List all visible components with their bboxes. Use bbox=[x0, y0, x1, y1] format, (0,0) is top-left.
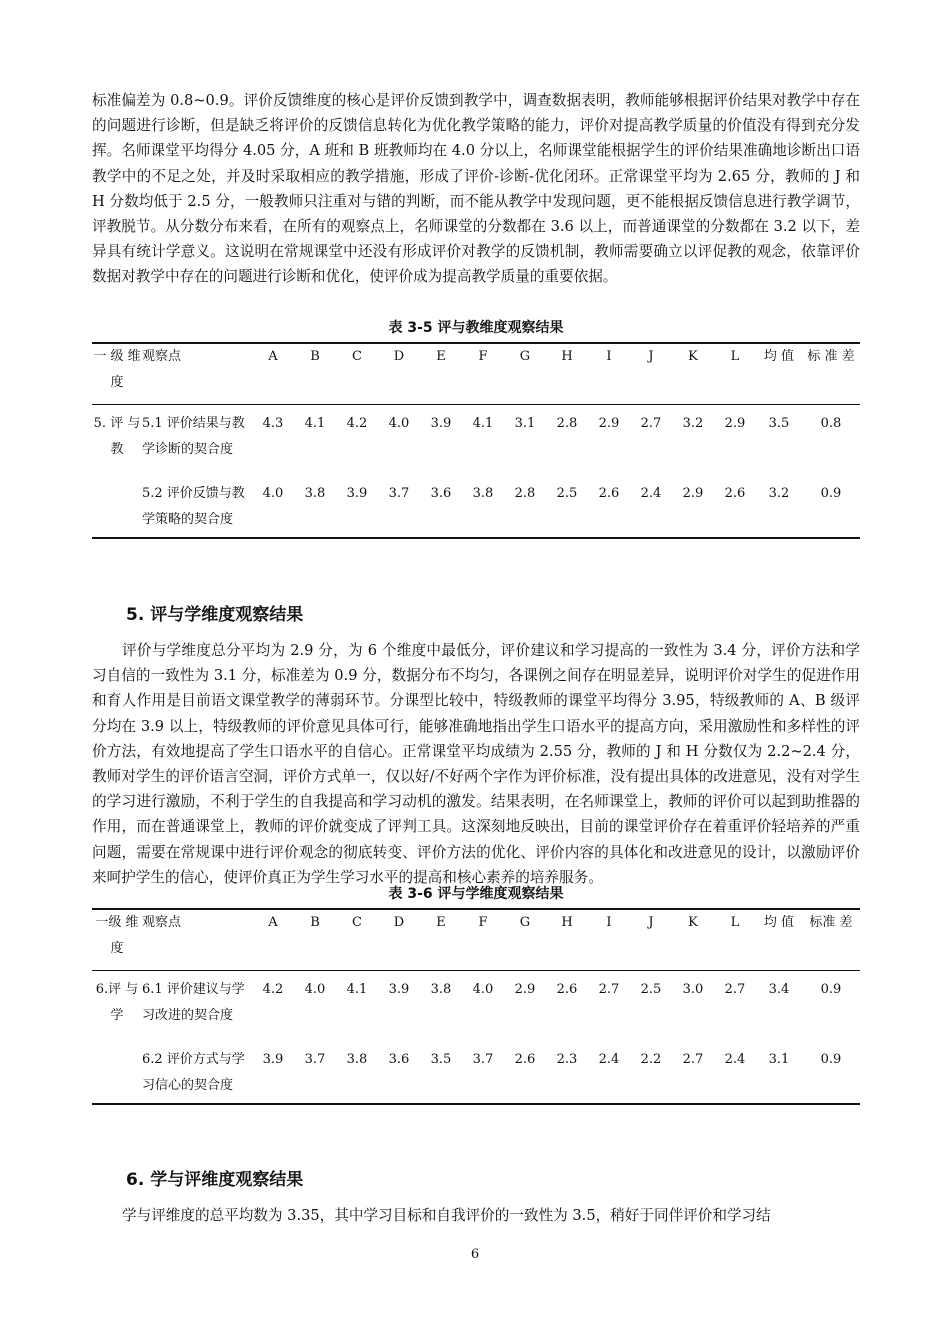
score-cell: 4.1 bbox=[472, 416, 494, 431]
score-cell: 2.6 bbox=[714, 463, 756, 538]
score-cell: 4.0 bbox=[388, 416, 410, 431]
score-cell: 2.2 bbox=[630, 1029, 672, 1104]
column-header: K bbox=[672, 909, 714, 971]
score-cell: 2.5 bbox=[640, 982, 662, 997]
column-header: G bbox=[504, 909, 546, 971]
score-cell: 4.3 bbox=[262, 416, 284, 431]
score-cell: 3.7 bbox=[378, 463, 420, 538]
column-header: J bbox=[630, 343, 672, 405]
score-cell: 2.6 bbox=[588, 463, 630, 538]
column-header: I bbox=[588, 909, 630, 971]
score-cell: 2.7 bbox=[724, 982, 746, 997]
column-header: F bbox=[462, 909, 504, 971]
score-cell: 3.9 bbox=[336, 463, 378, 538]
score-cell: 3.7 bbox=[462, 1029, 504, 1104]
body-paragraph-1: 标准偏差为 0.8~0.9。评价反馈维度的核心是评价反馈到教学中，调查数据表明，教师能够根据评价结果对教学中存在的问题进行诊断，但是缺乏将评价的反馈信息转化为优化教学策略的能力，评价对提高教学质量的价值没有得到充分发挥。名师课堂平均得分 4.05 分，A 班和 B 班教师均在 4.0 分以上，名师课堂能根据学生的评价结果准确地诊断出口语教学中的不足之处，并及时采取相应的教学措施，形成了评价-诊断-优化闭环。正常课堂平均为 2.65 分，教师的 J 和 H 分数均低于 2.5 分，一般教师只注重对与错的判断，而不能从教学中发现问题，更不能根据反馈信息进行教学调节，评教脱节。从分数分布来看，在所有的观察点上，名师课堂的分数都在 3.6 以上，而普通课堂的分数都在 3.2 以下，差异具有统计学意义。这说明在常规课堂中还没有形成评价对教学的反馈机制，教师需要确立以评促教的观念，依靠评价数据对教学中存在的问题进行诊断和优化，使评价成为提高教学质量的重要依据。 bbox=[92, 92, 860, 286]
column-header: 观察点 bbox=[142, 343, 252, 405]
table-row bbox=[92, 463, 860, 538]
column-header: 标 准 差 bbox=[802, 343, 860, 405]
score-cell: 3.6 bbox=[420, 463, 462, 538]
score-cell: 3.8 bbox=[294, 463, 336, 538]
score-cell: 3.9 bbox=[430, 416, 452, 431]
score-cell: 2.7 bbox=[598, 982, 620, 997]
column-header: 均 值 bbox=[756, 909, 802, 971]
column-header: D bbox=[378, 909, 420, 971]
score-cell: 2.4 bbox=[588, 1029, 630, 1104]
score-cell: 3.2 bbox=[756, 463, 802, 538]
dimension-cell bbox=[92, 1029, 142, 1104]
column-header: 观察点 bbox=[142, 909, 252, 971]
column-header: G bbox=[504, 343, 546, 405]
column-header: A bbox=[252, 343, 294, 405]
column-header: B bbox=[294, 343, 336, 405]
column-header: 一级 维度 bbox=[92, 909, 142, 971]
score-cell: 3.2 bbox=[682, 416, 704, 431]
observation-table-3-5 bbox=[92, 342, 860, 539]
dimension-cell bbox=[92, 463, 142, 538]
score-cell: 3.9 bbox=[252, 1029, 294, 1104]
score-cell: 2.7 bbox=[640, 416, 662, 431]
column-header: J bbox=[630, 909, 672, 971]
score-cell: 2.3 bbox=[546, 1029, 588, 1104]
column-header: 标准 差 bbox=[802, 909, 860, 971]
table-caption-3-5: 表 3-5 评与教维度观察结果 bbox=[388, 320, 564, 336]
column-header: L bbox=[714, 343, 756, 405]
column-header: H bbox=[546, 909, 588, 971]
score-cell: 3.4 bbox=[768, 982, 790, 997]
column-header: L bbox=[714, 909, 756, 971]
column-header: C bbox=[336, 343, 378, 405]
score-cell: 3.7 bbox=[294, 1029, 336, 1104]
column-header: 一 级 维度 bbox=[92, 343, 142, 405]
column-header: A bbox=[252, 909, 294, 971]
score-cell: 2.5 bbox=[546, 463, 588, 538]
score-cell: 2.4 bbox=[714, 1029, 756, 1104]
score-cell: 2.4 bbox=[630, 463, 672, 538]
score-cell: 0.9 bbox=[802, 463, 860, 538]
dimension-cell: 6.评 与学 bbox=[95, 982, 139, 1023]
column-header: I bbox=[588, 343, 630, 405]
body-paragraph-2: 评价与学维度总分平均为 2.9 分，为 6 个维度中最低分，评价建议和学习提高的一致性为 3.4 分，评价方法和学习自信的一致性为 3.1 分，标准差为 0.9 分，数据分布不均匀，各课例之间存在明显差异，说明评价对学生的促进作用和育人作用是目前语文课堂教学的薄弱环节。分课型比较中，特级教师的课堂平均得分 3.95，特级教师的 A、B 级评分均在 3.9 以上，特级教师的评价意见具体可行，能够准确地指出学生口语水平的提高方向，采用激励性和多样性的评价方法，有效地提高了学生口语水平的自信心。正常课堂平均成绩为 2.55 分，教师的 J 和 H 分数仅为 2.2~2.4 分，教师对学生的评价语言空洞，评价方式单一，仅以好/不好两个字作为评价标准，没有提出具体的改进意见，没有对学生的学习进行激励，不利于学生的自我提高和学习动机的激发。结果表明，在名师课堂上，教师的评价可以起到助推器的作用，而在普通课堂上，教师的评价就变成了评判工具。这深刻地反映出，目前的课堂评价存在着重评价轻培养的严重问题，需要在常规课中进行评价观念的彻底转变、评价方法的优化、评价内容的具体化和改进意见的设计，以激励评价来呵护学生的信心，使评价真正为学生学习水平的提高和核心素养的培养服务。 bbox=[92, 642, 860, 886]
score-cell: 2.8 bbox=[556, 416, 578, 431]
score-cell: 2.9 bbox=[598, 416, 620, 431]
table-row bbox=[92, 971, 860, 1030]
body-paragraph-3: 学与评维度的总平均数为 3.35，其中学习目标和自我评价的一致性为 3.5，稍好于同伴评价和学习结 bbox=[122, 1207, 771, 1224]
score-cell: 2.6 bbox=[556, 982, 578, 997]
observation-point-cell: 6.2 评价方式与学习信心的契合度 bbox=[142, 1029, 252, 1104]
score-cell: 4.1 bbox=[304, 416, 326, 431]
score-cell: 2.6 bbox=[504, 1029, 546, 1104]
observation-point-cell: 6.1 评价建议与学习改进的契合度 bbox=[142, 982, 245, 1023]
section-heading-5: 5. 评与学维度观察结果 bbox=[126, 605, 304, 625]
column-header: K bbox=[672, 343, 714, 405]
score-cell: 3.9 bbox=[388, 982, 410, 997]
score-cell: 3.6 bbox=[378, 1029, 420, 1104]
page-number: 6 bbox=[470, 1247, 480, 1262]
score-cell: 4.0 bbox=[472, 982, 494, 997]
score-cell: 3.1 bbox=[756, 1029, 802, 1104]
observation-point-cell: 5.1 评价结果与教学诊断的契合度 bbox=[142, 416, 245, 457]
table-header-row bbox=[92, 909, 860, 971]
score-cell: 0.9 bbox=[820, 982, 842, 997]
column-header: E bbox=[420, 343, 462, 405]
column-header: E bbox=[420, 909, 462, 971]
column-header: F bbox=[462, 343, 504, 405]
score-cell: 2.7 bbox=[672, 1029, 714, 1104]
score-cell: 4.1 bbox=[346, 982, 368, 997]
column-header: D bbox=[378, 343, 420, 405]
score-cell: 3.0 bbox=[682, 982, 704, 997]
table-header-row bbox=[92, 343, 860, 405]
table-caption-3-6: 表 3-6 评与学维度观察结果 bbox=[388, 886, 564, 902]
section-heading-6: 6. 学与评维度观察结果 bbox=[126, 1170, 304, 1190]
score-cell: 0.8 bbox=[820, 416, 842, 431]
column-header: 均 值 bbox=[756, 343, 802, 405]
score-cell: 3.8 bbox=[336, 1029, 378, 1104]
column-header: B bbox=[294, 909, 336, 971]
score-cell: 4.0 bbox=[304, 982, 326, 997]
score-cell: 4.2 bbox=[346, 416, 368, 431]
score-cell: 3.8 bbox=[462, 463, 504, 538]
dimension-cell: 5. 评 与教 bbox=[93, 416, 141, 457]
score-cell: 2.9 bbox=[514, 982, 536, 997]
table-row bbox=[92, 1029, 860, 1104]
score-cell: 2.9 bbox=[672, 463, 714, 538]
observation-point-cell: 5.2 评价反馈与教学策略的契合度 bbox=[142, 463, 252, 538]
column-header: C bbox=[336, 909, 378, 971]
column-header: H bbox=[546, 343, 588, 405]
score-cell: 2.8 bbox=[504, 463, 546, 538]
score-cell: 3.5 bbox=[768, 416, 790, 431]
score-cell: 4.0 bbox=[252, 463, 294, 538]
score-cell: 3.8 bbox=[430, 982, 452, 997]
table-row bbox=[92, 405, 860, 464]
observation-table-3-6 bbox=[92, 908, 860, 1105]
score-cell: 3.5 bbox=[420, 1029, 462, 1104]
score-cell: 2.9 bbox=[724, 416, 746, 431]
score-cell: 4.2 bbox=[262, 982, 284, 997]
score-cell: 3.1 bbox=[514, 416, 536, 431]
score-cell: 0.9 bbox=[802, 1029, 860, 1104]
